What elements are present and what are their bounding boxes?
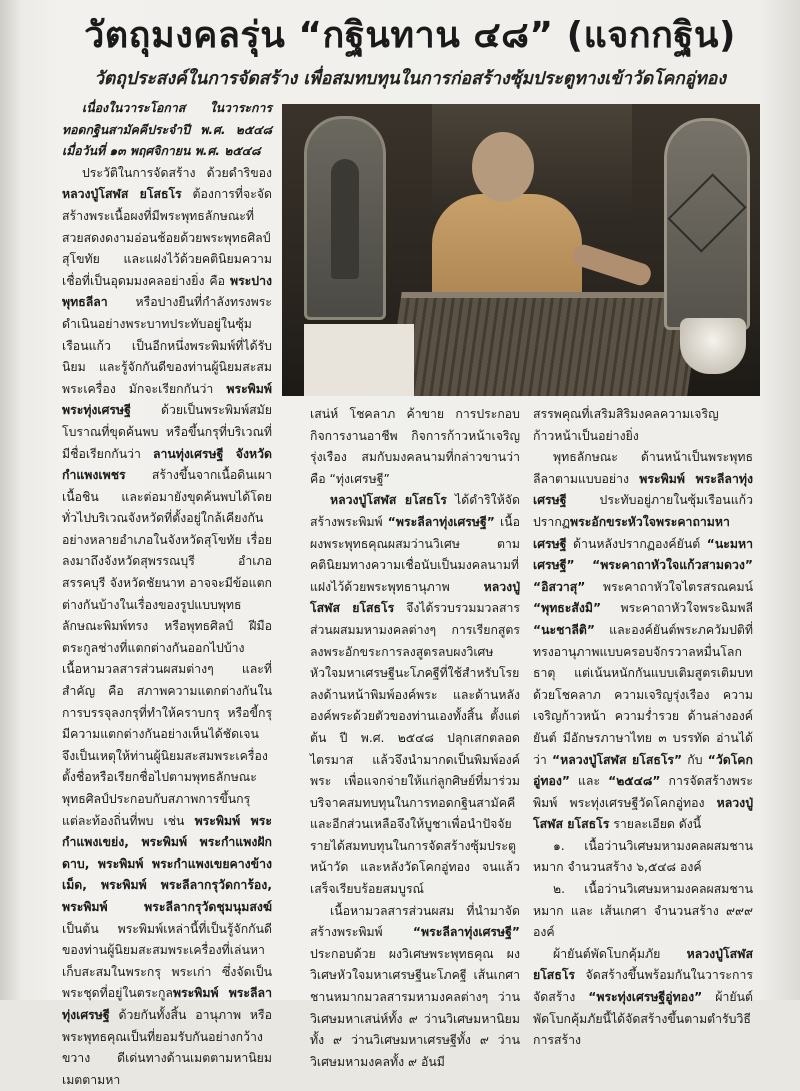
text-run: สร้างขึ้นจากเนื้อดินเผา เนื้อชิน และต่อมายังขุดค้นพบได้โดยทั่วไปบริเวณจังหวัดที่ตั้งอยู่ใกล้เคียงกันอย่างหลายอำเภอในจังหวัดสุโขทัย เรื่อยลงมาถึงจังหวัดสุพรรณบุรี อำเภอสรรคบุรี จังหวัดชัยนาท อาจจะมีข้อแตกต่างกันบ้างในเรื่องของรูปแบบพุทธลักษณะพิมพ์ทรง หรือพุทธศิลป์ ฝีมือตระกูลช่างที่แตกต่างกันออกไปบ้าง เนื้อหามวลสารส่วนผสมต่างๆ และที่สำคัญ คือ สภาพความแตกต่างกันในการบรรจุลงกรุที่ทำให้คราบกรุ หรือขี้กรุมีความแตกต่างกันอย่างเห็นได้ชัดเจน จึงเป็นเหตุให้ท่านผู้นิยมสะสมพระเครื่อง ตั้งชื่อหรือเรียกชื่อไปตามพุทธลักษณะ พุทธศิลป์ประกอบกับสภาพการขึ้นกรุแต่ละท้องถิ่นที่พบ เช่น (62, 468, 272, 828)
monk-head (472, 132, 534, 202)
paragraph (310, 490, 520, 900)
buddha-figure (331, 159, 359, 279)
text-run: ด้วยเป็นพระพิมพ์สมัยโบราณที่ขุดค้นพบ หรือขึ้นกรุที่บริเวณที่มีชื่อเรียกกันว่า (62, 403, 272, 461)
text-run: เนื้อผงพระพุทธคุณผสมว่านวิเศษ ตามคตินิยมทางความเชื่อนับเป็นมงคลนามที่แฝงไว้ด้วยพระพุทธานุภาพ (310, 514, 521, 594)
bold-run: พระปางพุทธลีลา (62, 273, 272, 310)
intro-paragraph: เนื่องในวาระโอกาส ในวาระการทอดกฐินสามัคคีประจำปี พ.ศ. ๒๕๔๘ เมื่อวันที่ ๑๓ พฤศจิกายน พ.ศ. ๒๕๔๘ (62, 101, 272, 159)
list-item: ๑. เนื้อว่านวิเศษมหามงคลผสมชานหมาก จำนวนสร้าง ๖,๕๔๘ องค์ (533, 838, 753, 875)
bold-run: พระพิมพ์ พระลีลาทุ่งเศรษฐี (533, 471, 753, 508)
text-run: การจัดสร้างพระพิมพ์ พระทุ่งเศรษฐีวัดโคกอู่ทอง (533, 774, 753, 810)
text-run: และ (569, 774, 609, 789)
text-run: ประทับอยู่ภายในซุ้มเรือนแก้วปรากฏ (533, 493, 753, 529)
text-run: รายละเอียด ดังนี้ (609, 817, 702, 832)
bold-run: “พระลีลาทุ่งเศรษฐี” (412, 925, 520, 940)
text-run: ได้ดำริให้จัดสร้างพระพิมพ์ (310, 493, 520, 529)
text-column-1 (62, 98, 272, 1091)
bold-run: ลานทุ่งเศรษฐี จังหวัดกำแพงเพชร (62, 446, 272, 483)
text-run: เป็นต้น พระพิมพ์เหล่านี้ที่เป็นรู้จักกันดีของท่านผู้นิยมสะสมพระเครื่องที่เล่นหาเก็บสะสมในพระกรุ พระเก่า ซึ่งจัดเป็นพระชุดที่อยู่ในตระกูล (62, 921, 272, 1001)
paragraph: เสน่ห์ โชคลาภ ค้าขาย การประกอบกิจการงานอาชีพ กิจการก้าวหน้าเจริญรุ่งเรือง สมกับมงคลนามที่กล่าวขานว่า คือ “ทุ่งเศรษฐี” (310, 407, 520, 486)
yantra-symbol (667, 173, 746, 252)
standing-buddha-amulet (304, 116, 386, 320)
text-column-2 (310, 404, 520, 1073)
bold-run: พระพิมพ์พระทุ่งเศรษฐี (62, 381, 272, 418)
article-title: วัตถุมงคลรุ่น “กฐินทาน ๔๘” (แจกกฐิน) (84, 15, 736, 56)
bold-run: “พระทุ่งเศรษฐีอู่ทอง” (588, 990, 703, 1005)
bold-run: “พุทธะสังมิ” (533, 601, 602, 616)
bold-run: พระพิมพ์ พระลีลาทุ่งเศรษฐี (62, 986, 272, 1022)
bold-run: “นะชาลีติ” (533, 622, 595, 637)
text-run: และองค์ยันต์พระภควัมปติที่ทรงอานุภาพแบบครอบจักรวาลหมื่นโลกธาตุ แต่เน้นหนักกันแบบเติมสูตรเติมบทด้วยโชคลาภ ความเจริญรุ่งเรือง ความเจริญก้าวหน้า ความร่ำรวย ด้านล่างองค์ยันต์ มีอักษรภาษาไทย ๓ บรรทัด อ่านได้ว่า (533, 622, 753, 767)
paragraph (533, 447, 753, 836)
list-item: ๒. เนื้อว่านวิเศษมหามงคลผสมชานหมาก และ เส้นเกศา จำนวนสร้าง ๙๙๙ องค์ (533, 882, 753, 940)
text-run: พระคาถาหัวใจไตรสรณคมน์ (585, 579, 753, 594)
yantra-amulet (664, 118, 750, 330)
text-run: ผ้ายันต์พัดโบกคุ้มภัยนี้ได้จัดสร้างขึ้นตามตำรับวิธีการสร้าง (533, 990, 753, 1048)
text-run: หรือปางยืนที่กำลังทรงพระดำเนินอย่างพระบาทประทับอยู่ในซุ้มเรือนแก้ว เป็นอีกหนึ่งพระพิมพ์ที่ได้รับนิยม และรู้จักกันดีของท่านผู้นิยมสะสมพระเครื่อง มักจะเรียกกันว่า (62, 295, 272, 396)
ceramic-bowl (680, 318, 746, 374)
text-run: ด้วยกันทั้งสิ้น อานุภาพ หรือพระพุทธคุณเป็นที่ยอมรับกันอย่างกว้างขวาง ดีเด่นทางด้านเมตตามหานิยม เมตตามหา (62, 1007, 272, 1087)
paragraph: สรรพคุณที่เสริมสิริมงคลความเจริญก้าวหน้าเป็นอย่างยิ่ง (533, 407, 719, 443)
text-run: พระคาถาหัวใจพระฉิมพลี (601, 601, 753, 616)
bold-run: หลวงปู่โสฬส ยโสธโร (330, 493, 447, 508)
article-subtitle: วัตถุประสงค์ในการจัดสร้าง เพื่อสมทบทุนในการก่อสร้างซุ้มประตูทางเข้าวัดโคกอู่ทอง (94, 69, 726, 89)
text-run: พุทธลักษณะ ด้านหน้าเป็นพระพุทธลีลาตามแบบอย่าง (533, 450, 753, 486)
text-run: กับ (682, 752, 708, 767)
paragraph (533, 944, 753, 1052)
text-run: ต้องการที่จะจัดสร้างพระเนื้อผงที่มีพระพุทธลักษณะที่สวยสดงดงามอ่อนช้อยด้วยพระพุทธศิลป์สุโขทัย และแฝงไว้ด้วยคตินิยมความเชื่อที่เป็นอุดมมงคลอย่างยิ่ง คือ (62, 187, 272, 288)
amulet-tray (386, 292, 701, 396)
bold-run: หลวงปู่โสฬส ยโสธโร (62, 187, 182, 202)
text-run: ด้านหลังปรากฏองค์ยันต์ (566, 536, 707, 551)
bold-run: หลวงปู่โสฬส ยโสธโร (533, 795, 753, 832)
text-run: ผ้ายันต์พัดโบกคุ้มภัย (553, 946, 687, 961)
white-box (304, 324, 414, 396)
text-run: จัดสร้างขึ้นพร้อมกันในวาระการจัดสร้าง (533, 968, 753, 1005)
bold-run: พระอักขระหัวใจพระคาถามหาเศรษฐี (533, 514, 730, 551)
text-run: ประวัติในการจัดสร้าง ด้วยดำริของ (82, 165, 272, 180)
bold-run: พระพิมพ์ พระกำแพงเขย่ง, พระพิมพ์ พระกำแพงฝักดาบ, พระพิมพ์ พระกำแพงเขยคางข้างเม็ด, พระพิมพ์ พระลีลากรุวัดการ้อง, พระพิมพ์ พระลีลากรุวัดชุมนุมสงฆ์ (62, 813, 272, 914)
bold-run: “๒๕๔๘” (608, 774, 661, 789)
text-run: ประกอบด้วย ผงวิเศษพระพุทธคุณ ผงวิเศษหัวใจมหาเศรษฐีนะโภคฐี เส้นเกศา ชานหมากมวลสารมหามงคลต่างๆ ว่านวิเศษมหาเสน่ห์ทั้ง ๙ ว่านวิเศษมหานิยมทั้ง ๙ ว่านวิเศษมหาเศรษฐีทั้ง ๙ ว่านวิเศษมหามงคลทั้ง ๙ อันมี (310, 946, 520, 1069)
bold-run: หลวงปู่โสฬส ยโสธโร (533, 946, 753, 983)
text-run: เนื้อหามวลสารส่วนผสม ที่นำมาจัดสร้างพระพิมพ์ (310, 903, 520, 940)
bold-run: “นะมหาเศรษฐี” “พระคาถาหัวใจแก้วสามดวง” “อิสวาสุ” (533, 536, 753, 594)
bold-run: หลวงปู่โสฬส ยโสธโร (310, 579, 520, 616)
bold-run: “พระลีลาทุ่งเศรษฐี” (387, 514, 495, 529)
text-run: จึงได้รวบรวมมวลสารส่วนผสมมหามงคลต่างๆ การเรียกสูตรลงพระอักขระการลงสูตรลบผงวิเศษ หัวใจมหาเศรษฐีนะโภคฐีที่ใช้สำหรับโรยลงด้านหน้าพิมพ์องค์พระ และด้านหลังองค์พระด้วยตัวของท่านเองทั้งสิ้น ตั้งแต่ต้น ปี พ.ศ. ๒๕๔๘ ปลุกเสกตลอดไตรมาส แล้วจึงนำมากดเป็นพิมพ์องค์พระ เพื่อแจกจ่ายให้แก่ลูกศิษย์ที่มาร่วมบริจาคสมทบทุนในการทอดกฐินสามัคคี และอีกส่วนเหลือจึงให้บูชาเพื่อนำปัจจัยรายได้สมทบทุนในการจัดสร้างซุ้มประตูหน้าวัด และหลังวัดโคกอู่ทอง จนแล้วเสร็จเรียบร้อยสมบูรณ์ (310, 601, 520, 897)
paragraph (310, 901, 520, 1074)
bold-run: “วัดโคกอู่ทอง” (533, 752, 753, 789)
text-column-3 (533, 404, 753, 1052)
article-photo (282, 104, 760, 396)
bold-run: “หลวงปู่โสฬส ยโสธโร” (552, 752, 683, 767)
history-paragraph (62, 163, 272, 1091)
